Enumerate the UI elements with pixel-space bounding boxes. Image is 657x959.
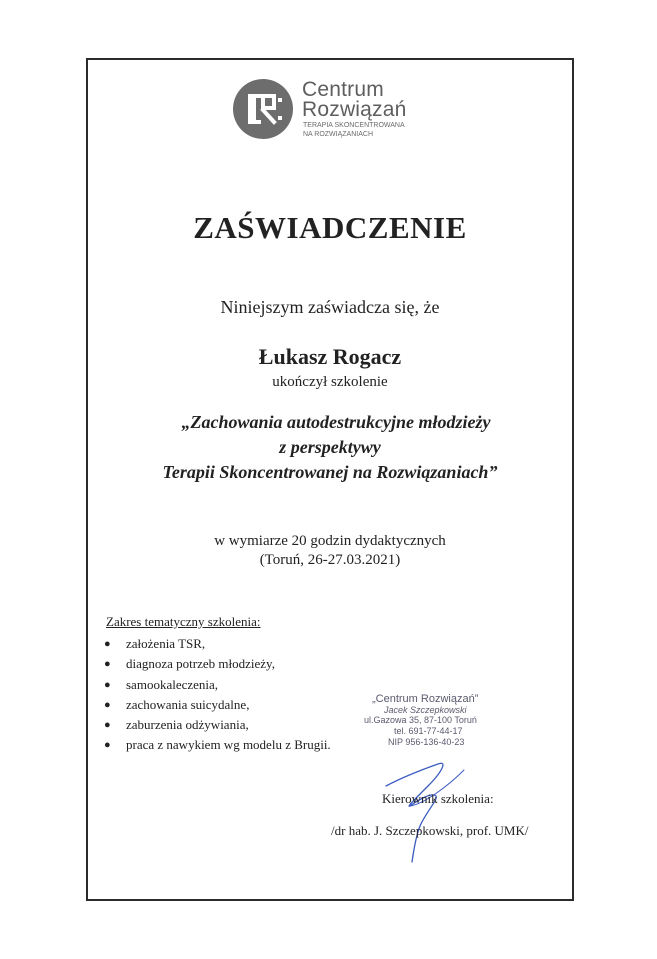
course-title-line-1: „Zachowania autodestrukcyjne młodzieży	[181, 412, 491, 432]
signer-name: /dr hab. J. Szczepkowski, prof. UMK/	[331, 823, 529, 838]
organization-stamp	[364, 693, 524, 751]
logo-tagline-2: NA ROZWIĄZANIACH	[303, 131, 374, 138]
organization-logo	[232, 78, 452, 140]
list-item-text: zachowania suicydalne,	[126, 696, 250, 712]
scope-list	[104, 634, 331, 756]
bullet-icon: ●	[104, 638, 111, 650]
list-item-text: praca z nawykiem wg modelu z Brugii.	[126, 737, 331, 753]
stamp-line-1: „Centrum Rozwiązań”	[372, 693, 479, 705]
bullet-icon: ●	[104, 739, 111, 752]
stamp-line-3: ul.Gazowa 35, 87-100 Toruń	[364, 715, 477, 725]
list-item	[104, 735, 331, 755]
stamp-line-4: tel. 691-77-44-17	[394, 726, 463, 736]
course-title-line-2: z perspektywy	[279, 437, 381, 457]
bullet-icon: ●	[104, 658, 111, 671]
intro-text: Niniejszym zaświadcza się, że	[220, 297, 440, 317]
list-item-text: samookaleczenia,	[126, 676, 219, 692]
course-title-line-3: Terapii Skoncentrowanej na Rozwiązaniach”	[162, 462, 498, 482]
course-hours: w wymiarze 20 godzin dydaktycznych	[214, 533, 446, 549]
list-item	[104, 675, 331, 695]
list-item	[104, 715, 331, 735]
signer-role: Kierownik szkolenia:	[382, 791, 494, 806]
handwritten-signature	[376, 756, 496, 866]
stamp-line-5: NIP 956-136-40-23	[388, 737, 465, 747]
list-item	[104, 634, 331, 654]
list-item-text: diagnoza potrzeb młodzieży,	[126, 656, 275, 672]
logo-text-centrum: Centrum	[302, 78, 384, 101]
list-item	[104, 695, 331, 715]
logo-tagline-1: TERAPIA SKONCENTROWANA	[303, 122, 405, 129]
list-item-text: zaburzenia odżywiania,	[126, 717, 249, 733]
certificate-title: ZAŚWIADCZENIE	[193, 210, 467, 245]
scope-heading: Zakres tematyczny szkolenia:	[106, 614, 261, 629]
bullet-icon: ●	[104, 719, 111, 732]
logo-text-rozwiazan: Rozwiązań	[302, 98, 407, 121]
recipient-name: Łukasz Rogacz	[258, 344, 402, 369]
bullet-icon: ●	[104, 698, 111, 711]
cr-logo-icon	[232, 78, 294, 140]
bullet-icon: ●	[104, 678, 111, 691]
list-item	[104, 654, 331, 674]
completed-text: ukończył szkolenie	[272, 374, 388, 390]
course-date-place: (Toruń, 26-27.03.2021)	[259, 552, 401, 568]
list-item-text: założenia TSR,	[126, 636, 206, 651]
stamp-line-2: Jacek Szczepkowski	[384, 705, 467, 715]
